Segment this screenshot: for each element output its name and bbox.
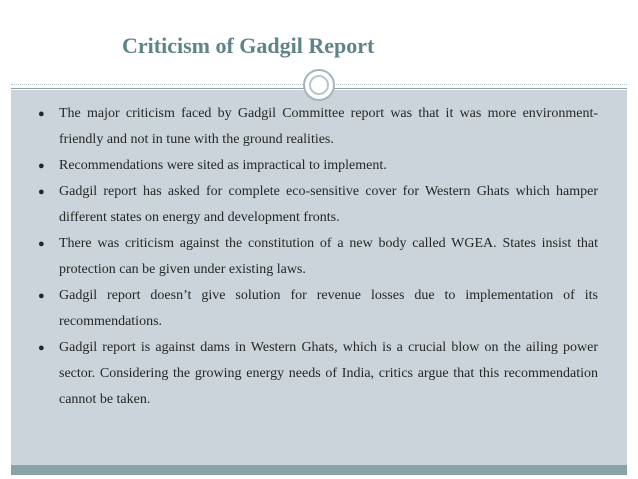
bullet-text: Gadgil report has asked for complete eco-sensitive cover for Western Ghats which hamper different states on energy and development fronts. xyxy=(59,184,598,225)
bullet-text: Recommendations were sited as impractical to implement. xyxy=(59,158,387,173)
bullet-text: Gadgil report is against dams in Western Ghats, which is a crucial blow on the ailing power sector. Considering the growing energy needs of India, critics argue that this recommendation cannot be taken. xyxy=(59,340,598,407)
bullet-item xyxy=(38,231,598,283)
bullet-icon: ● xyxy=(38,108,45,120)
bullet-text: The major criticism faced by Gadgil Committee report was that it was more environment-friendly and not in tune with the ground realities. xyxy=(59,106,598,147)
bullet-item xyxy=(38,101,598,153)
bullet-icon: ● xyxy=(38,342,45,354)
bullet-item xyxy=(38,283,598,335)
bullet-icon: ● xyxy=(38,186,45,198)
bullet-item xyxy=(38,179,598,231)
bullet-icon: ● xyxy=(38,290,45,302)
bullet-item xyxy=(38,335,598,413)
bullet-icon: ● xyxy=(38,238,45,250)
footer-bar xyxy=(11,465,627,475)
bullet-icon: ● xyxy=(38,160,45,172)
bullet-text: Gadgil report doesn’t give solution for revenue losses due to implementation of its recommendations. xyxy=(59,288,598,329)
bullet-list xyxy=(38,101,598,413)
circle-ornament-inner-icon xyxy=(309,75,329,95)
slide-title: Criticism of Gadgil Report xyxy=(122,33,375,58)
bullet-text: There was criticism against the constitution of a new body called WGEA. States insist that protection can be given under existing laws. xyxy=(59,236,598,277)
circle-ornament-icon xyxy=(303,69,335,101)
bullet-item xyxy=(38,153,598,179)
